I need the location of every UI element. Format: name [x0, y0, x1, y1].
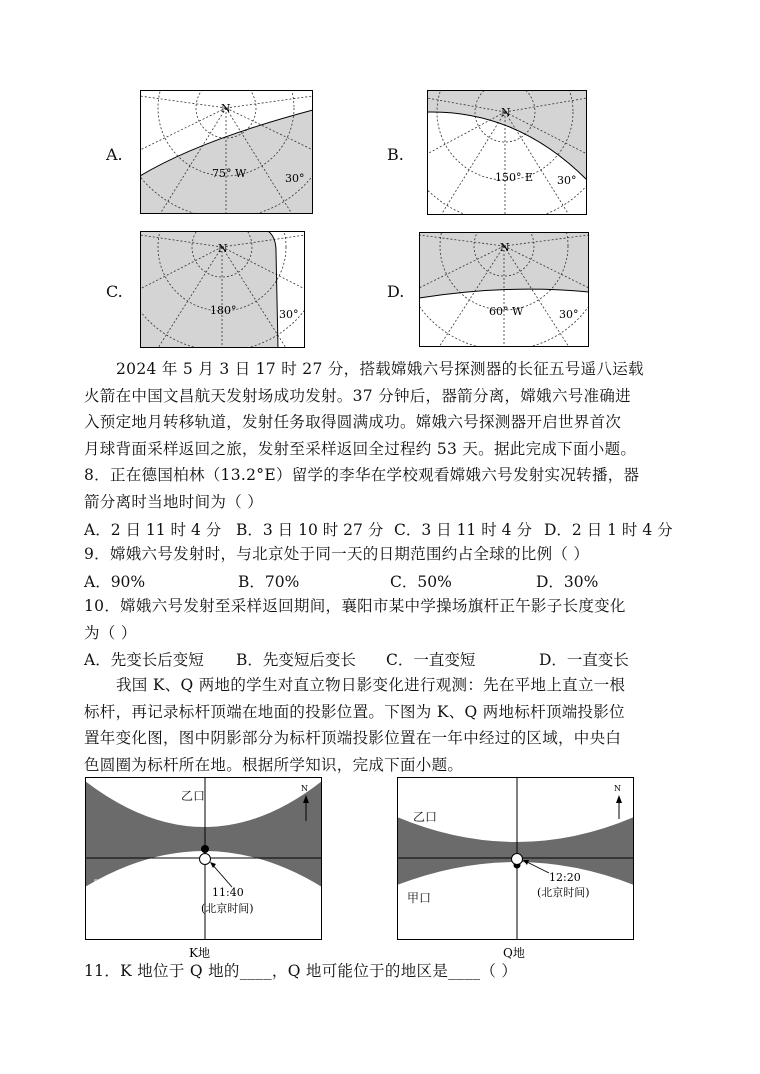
north-letter-k: N — [301, 784, 308, 793]
option-letter-d: D. — [387, 282, 405, 301]
option-letter-c: C. — [106, 282, 123, 301]
label-yi-q: 乙口 — [413, 810, 438, 824]
q8-stem-line: 箭分离时当地时间为（ ） — [84, 492, 264, 511]
label-jia-k: 甲日 — [93, 878, 118, 892]
meridian-label-a: 75° W — [212, 167, 247, 180]
pole-location-circle-q — [512, 854, 523, 865]
latitude-label-d: 30° — [559, 308, 579, 321]
q10-option-c[interactable]: C．一直变短 — [386, 651, 476, 669]
option-letter-b: B. — [387, 145, 404, 164]
intro2-line: 我国 K、Q 两地的学生对直立物日影变化进行观测：先在平地上直立一根 — [116, 676, 626, 694]
intro2-line: 标杆，再记录标杆顶端在地面的投影位置。下图为 K、Q 两地标杆顶端投影位 — [84, 702, 625, 721]
q8-stem-line: 8．正在德国柏林（13.2°E）留学的李华在学校观看嫦娥六号发射实况转播，器 — [84, 466, 640, 484]
shadow-tip-dot-k — [201, 845, 209, 853]
q9-option-d[interactable]: D．30% — [536, 573, 599, 591]
latitude-label-a: 30° — [285, 172, 305, 185]
intro1-line: 2024 年 5 月 3 日 17 时 27 分，搭载嫦娥六号探测器的长征五号遥八运载 — [116, 360, 644, 378]
time-note-q: (北京时间) — [537, 886, 590, 899]
time-note-k: (北京时间) — [201, 902, 254, 915]
q9-option-c[interactable]: C．50% — [390, 573, 452, 591]
map-option-d — [419, 232, 589, 347]
q11-stem: 11．K 地位于 Q 地的____，Q 地可能位于的地区是____（ ） — [84, 962, 518, 980]
q8-option-c[interactable]: C．3 日 11 时 4 分 — [394, 521, 532, 539]
intro1-line: 入预定地月转移轨道，发射任务取得圆满成功。嫦娥六号探测器开启世界首次 — [84, 413, 622, 431]
north-letter-q: N — [614, 784, 621, 793]
option-letter-a: A. — [106, 145, 123, 164]
q10-stem-line: 为（ ） — [84, 623, 137, 642]
question-10 — [84, 593, 684, 646]
map-option-a — [140, 90, 313, 214]
intro2-line: 置年变化图，图中阴影部分为标杆顶端投影位置在一年中经过的区域，中央白 — [84, 729, 622, 747]
meridian-label-c: 180° — [210, 304, 237, 317]
question-11 — [84, 958, 684, 985]
q8-option-d[interactable]: D．2 日 1 时 4 分 — [544, 521, 673, 539]
meridian-label-b: 150° E — [495, 171, 534, 184]
meridian-label-d: 60° W — [489, 305, 524, 318]
north-label-c: N — [218, 242, 228, 255]
time-label-q: 12:20 — [549, 871, 581, 884]
caption-q: Q地 — [503, 946, 525, 960]
question-8 — [84, 462, 684, 515]
map-option-c — [140, 231, 305, 348]
time-label-k: 11:40 — [212, 886, 244, 899]
map-option-b — [427, 90, 587, 215]
intro2-line: 色圆圈为标杆所在地。根据所学知识，完成下面小题。 — [84, 755, 464, 774]
q9-stem-line: 9．嫦娥六号发射时，与北京处于同一天的日期范围约占全球的比例（ ） — [84, 545, 590, 563]
shaded-region-b — [427, 90, 587, 180]
q8-option-a[interactable]: A．2 日 11 时 4 分 — [84, 521, 222, 539]
intro-passage-2 — [84, 672, 684, 778]
figure-k — [85, 777, 322, 962]
q9-option-a[interactable]: A．90% — [84, 573, 146, 591]
label-yi-k: 乙口 — [181, 789, 206, 803]
shaded-region-c — [140, 231, 278, 348]
intro1-line: 火箭在中国文昌航天发射场成功发射。37 分钟后，器箭分离，嫦娥六号准确进 — [84, 386, 631, 405]
latitude-label-b: 30° — [557, 174, 577, 187]
label-jia-q: 甲口 — [407, 891, 432, 905]
north-label-d: N — [500, 241, 510, 254]
latitude-label-c: 30° — [279, 308, 299, 321]
figure-q — [397, 777, 634, 962]
intro1-line: 月球背面采样返回之旅，发射至采样返回全过程约 53 天。据此完成下面小题。 — [84, 439, 637, 458]
q10-option-a[interactable]: A．先变长后变短 — [84, 651, 204, 669]
intro-passage-1 — [84, 356, 684, 462]
caption-k: K地 — [189, 946, 210, 960]
q9-option-b[interactable]: B．70% — [238, 573, 300, 591]
pole-location-circle-k — [200, 854, 211, 865]
q10-option-b[interactable]: B．先变短后变长 — [236, 651, 356, 669]
q8-option-b[interactable]: B．3 日 10 时 27 分 — [236, 521, 384, 539]
q10-option-d[interactable]: D．一直变长 — [539, 651, 629, 669]
question-9 — [84, 541, 684, 568]
north-label-a: N — [221, 102, 231, 115]
north-label-b: N — [501, 106, 511, 119]
q10-stem-line: 10．嫦娥六号发射至采样返回期间，襄阳市某中学操场旗杆正午影子长度变化 — [84, 597, 626, 615]
